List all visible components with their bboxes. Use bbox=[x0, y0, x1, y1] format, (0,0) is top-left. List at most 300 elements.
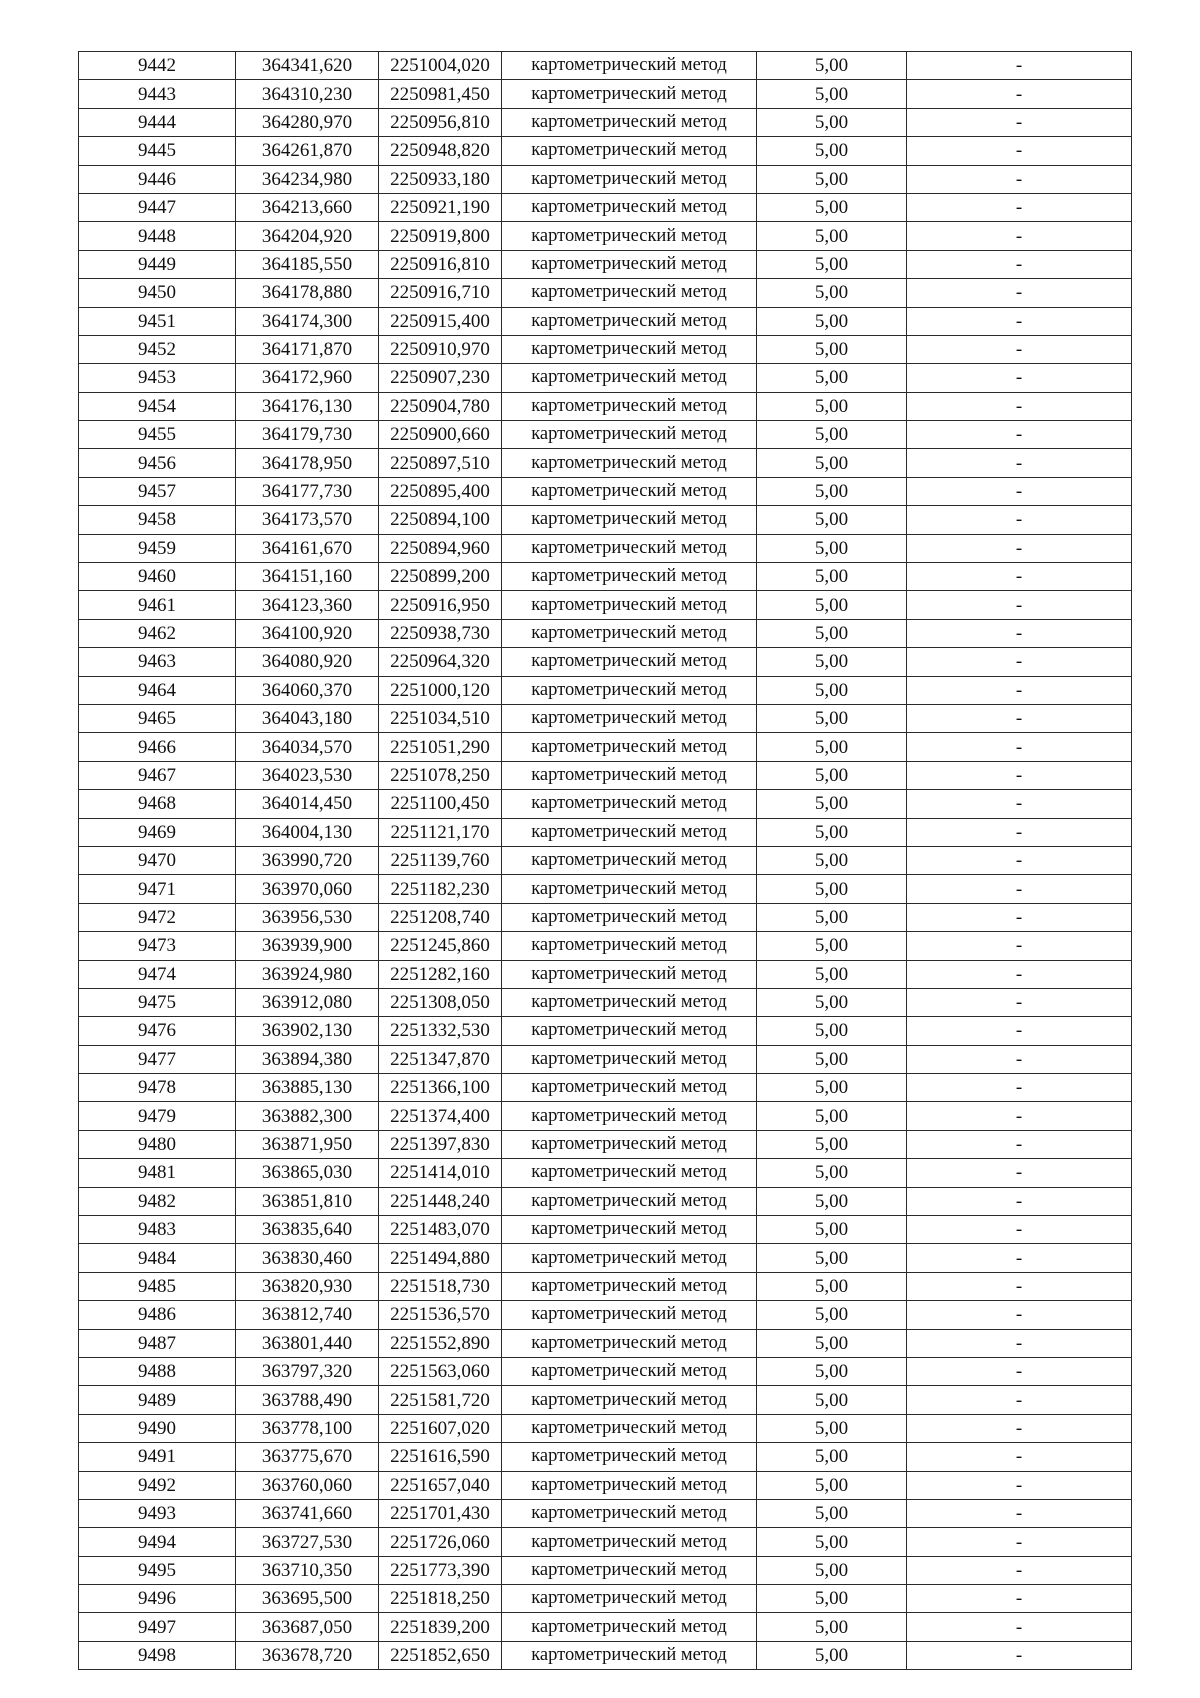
point-number-cell: 9478 bbox=[79, 1074, 236, 1102]
method-cell: картометрический метод bbox=[502, 1045, 757, 1073]
table-row bbox=[79, 421, 1132, 449]
y-coordinate-cell: 2251332,530 bbox=[379, 1017, 502, 1045]
note-cell: - bbox=[907, 960, 1132, 988]
method-cell: картометрический метод bbox=[502, 733, 757, 761]
precision-cell: 5,00 bbox=[757, 1641, 907, 1669]
method-cell: картометрический метод bbox=[502, 421, 757, 449]
x-coordinate-cell: 364174,300 bbox=[236, 307, 379, 335]
table-row bbox=[79, 1443, 1132, 1471]
precision-cell: 5,00 bbox=[757, 421, 907, 449]
point-number-cell: 9473 bbox=[79, 932, 236, 960]
table-row bbox=[79, 1471, 1132, 1499]
x-coordinate-cell: 363939,900 bbox=[236, 932, 379, 960]
y-coordinate-cell: 2250900,660 bbox=[379, 421, 502, 449]
point-number-cell: 9451 bbox=[79, 307, 236, 335]
precision-cell: 5,00 bbox=[757, 846, 907, 874]
x-coordinate-cell: 364123,360 bbox=[236, 591, 379, 619]
precision-cell: 5,00 bbox=[757, 1017, 907, 1045]
method-cell: картометрический метод bbox=[502, 1443, 757, 1471]
y-coordinate-cell: 2250948,820 bbox=[379, 137, 502, 165]
point-number-cell: 9457 bbox=[79, 477, 236, 505]
note-cell: - bbox=[907, 563, 1132, 591]
y-coordinate-cell: 2251701,430 bbox=[379, 1499, 502, 1527]
point-number-cell: 9464 bbox=[79, 676, 236, 704]
note-cell: - bbox=[907, 1556, 1132, 1584]
method-cell: картометрический метод bbox=[502, 988, 757, 1016]
note-cell: - bbox=[907, 1130, 1132, 1158]
point-number-cell: 9493 bbox=[79, 1499, 236, 1527]
precision-cell: 5,00 bbox=[757, 591, 907, 619]
y-coordinate-cell: 2250904,780 bbox=[379, 392, 502, 420]
method-cell: картометрический метод bbox=[502, 1386, 757, 1414]
point-number-cell: 9467 bbox=[79, 761, 236, 789]
y-coordinate-cell: 2250910,970 bbox=[379, 335, 502, 363]
method-cell: картометрический метод bbox=[502, 392, 757, 420]
y-coordinate-cell: 2251051,290 bbox=[379, 733, 502, 761]
table-row bbox=[79, 392, 1132, 420]
precision-cell: 5,00 bbox=[757, 1216, 907, 1244]
precision-cell: 5,00 bbox=[757, 80, 907, 108]
y-coordinate-cell: 2251366,100 bbox=[379, 1074, 502, 1102]
method-cell: картометрический метод bbox=[502, 1556, 757, 1584]
method-cell: картометрический метод bbox=[502, 1244, 757, 1272]
method-cell: картометрический метод bbox=[502, 875, 757, 903]
precision-cell: 5,00 bbox=[757, 506, 907, 534]
y-coordinate-cell: 2250938,730 bbox=[379, 619, 502, 647]
y-coordinate-cell: 2250894,960 bbox=[379, 534, 502, 562]
point-number-cell: 9498 bbox=[79, 1641, 236, 1669]
note-cell: - bbox=[907, 648, 1132, 676]
x-coordinate-cell: 363687,050 bbox=[236, 1613, 379, 1641]
precision-cell: 5,00 bbox=[757, 988, 907, 1016]
table-row bbox=[79, 250, 1132, 278]
note-cell: - bbox=[907, 534, 1132, 562]
note-cell: - bbox=[907, 1187, 1132, 1215]
x-coordinate-cell: 364060,370 bbox=[236, 676, 379, 704]
precision-cell: 5,00 bbox=[757, 932, 907, 960]
point-number-cell: 9459 bbox=[79, 534, 236, 562]
x-coordinate-cell: 364179,730 bbox=[236, 421, 379, 449]
precision-cell: 5,00 bbox=[757, 648, 907, 676]
y-coordinate-cell: 2251182,230 bbox=[379, 875, 502, 903]
y-coordinate-cell: 2251494,880 bbox=[379, 1244, 502, 1272]
x-coordinate-cell: 364341,620 bbox=[236, 52, 379, 80]
method-cell: картометрический метод bbox=[502, 1471, 757, 1499]
table-row bbox=[79, 875, 1132, 903]
y-coordinate-cell: 2251518,730 bbox=[379, 1272, 502, 1300]
method-cell: картометрический метод bbox=[502, 1641, 757, 1669]
method-cell: картометрический метод bbox=[502, 1272, 757, 1300]
point-number-cell: 9446 bbox=[79, 165, 236, 193]
table-row bbox=[79, 364, 1132, 392]
note-cell: - bbox=[907, 165, 1132, 193]
point-number-cell: 9485 bbox=[79, 1272, 236, 1300]
y-coordinate-cell: 2251414,010 bbox=[379, 1159, 502, 1187]
method-cell: картометрический метод bbox=[502, 1329, 757, 1357]
y-coordinate-cell: 2250895,400 bbox=[379, 477, 502, 505]
y-coordinate-cell: 2251607,020 bbox=[379, 1414, 502, 1442]
coordinates-table bbox=[78, 51, 1132, 1670]
note-cell: - bbox=[907, 335, 1132, 363]
method-cell: картометрический метод bbox=[502, 648, 757, 676]
precision-cell: 5,00 bbox=[757, 733, 907, 761]
y-coordinate-cell: 2251839,200 bbox=[379, 1613, 502, 1641]
table-row bbox=[79, 591, 1132, 619]
precision-cell: 5,00 bbox=[757, 1301, 907, 1329]
note-cell: - bbox=[907, 506, 1132, 534]
point-number-cell: 9450 bbox=[79, 279, 236, 307]
method-cell: картометрический метод bbox=[502, 704, 757, 732]
precision-cell: 5,00 bbox=[757, 1130, 907, 1158]
table-row bbox=[79, 1130, 1132, 1158]
x-coordinate-cell: 364034,570 bbox=[236, 733, 379, 761]
method-cell: картометрический метод bbox=[502, 506, 757, 534]
precision-cell: 5,00 bbox=[757, 790, 907, 818]
y-coordinate-cell: 2251726,060 bbox=[379, 1528, 502, 1556]
note-cell: - bbox=[907, 1329, 1132, 1357]
table-row bbox=[79, 506, 1132, 534]
note-cell: - bbox=[907, 1301, 1132, 1329]
y-coordinate-cell: 2251657,040 bbox=[379, 1471, 502, 1499]
table-row bbox=[79, 534, 1132, 562]
note-cell: - bbox=[907, 1102, 1132, 1130]
precision-cell: 5,00 bbox=[757, 761, 907, 789]
precision-cell: 5,00 bbox=[757, 1272, 907, 1300]
table-row bbox=[79, 563, 1132, 591]
table-row bbox=[79, 704, 1132, 732]
point-number-cell: 9491 bbox=[79, 1443, 236, 1471]
y-coordinate-cell: 2251563,060 bbox=[379, 1357, 502, 1385]
y-coordinate-cell: 2250956,810 bbox=[379, 108, 502, 136]
y-coordinate-cell: 2251397,830 bbox=[379, 1130, 502, 1158]
y-coordinate-cell: 2251773,390 bbox=[379, 1556, 502, 1584]
x-coordinate-cell: 364178,880 bbox=[236, 279, 379, 307]
precision-cell: 5,00 bbox=[757, 364, 907, 392]
table-row bbox=[79, 335, 1132, 363]
precision-cell: 5,00 bbox=[757, 1556, 907, 1584]
point-number-cell: 9449 bbox=[79, 250, 236, 278]
table-row bbox=[79, 1244, 1132, 1272]
method-cell: картометрический метод bbox=[502, 1613, 757, 1641]
method-cell: картометрический метод bbox=[502, 477, 757, 505]
precision-cell: 5,00 bbox=[757, 1074, 907, 1102]
x-coordinate-cell: 364204,920 bbox=[236, 222, 379, 250]
table-row bbox=[79, 1556, 1132, 1584]
precision-cell: 5,00 bbox=[757, 108, 907, 136]
precision-cell: 5,00 bbox=[757, 619, 907, 647]
y-coordinate-cell: 2250894,100 bbox=[379, 506, 502, 534]
method-cell: картометрический метод bbox=[502, 1301, 757, 1329]
table-row bbox=[79, 1159, 1132, 1187]
y-coordinate-cell: 2251121,170 bbox=[379, 818, 502, 846]
note-cell: - bbox=[907, 591, 1132, 619]
note-cell: - bbox=[907, 421, 1132, 449]
point-number-cell: 9488 bbox=[79, 1357, 236, 1385]
note-cell: - bbox=[907, 1613, 1132, 1641]
table-row bbox=[79, 108, 1132, 136]
x-coordinate-cell: 364161,670 bbox=[236, 534, 379, 562]
table-row bbox=[79, 761, 1132, 789]
point-number-cell: 9463 bbox=[79, 648, 236, 676]
y-coordinate-cell: 2250897,510 bbox=[379, 449, 502, 477]
method-cell: картометрический метод bbox=[502, 818, 757, 846]
note-cell: - bbox=[907, 1386, 1132, 1414]
x-coordinate-cell: 363801,440 bbox=[236, 1329, 379, 1357]
note-cell: - bbox=[907, 704, 1132, 732]
table-row bbox=[79, 449, 1132, 477]
precision-cell: 5,00 bbox=[757, 1159, 907, 1187]
point-number-cell: 9481 bbox=[79, 1159, 236, 1187]
precision-cell: 5,00 bbox=[757, 137, 907, 165]
table-row bbox=[79, 193, 1132, 221]
table-row bbox=[79, 1357, 1132, 1385]
method-cell: картометрический метод bbox=[502, 790, 757, 818]
table-row bbox=[79, 1528, 1132, 1556]
table-row bbox=[79, 619, 1132, 647]
point-number-cell: 9490 bbox=[79, 1414, 236, 1442]
table-row bbox=[79, 137, 1132, 165]
precision-cell: 5,00 bbox=[757, 165, 907, 193]
y-coordinate-cell: 2250964,320 bbox=[379, 648, 502, 676]
method-cell: картометрический метод bbox=[502, 1499, 757, 1527]
method-cell: картометрический метод bbox=[502, 307, 757, 335]
method-cell: картометрический метод bbox=[502, 1017, 757, 1045]
point-number-cell: 9455 bbox=[79, 421, 236, 449]
method-cell: картометрический метод bbox=[502, 250, 757, 278]
method-cell: картометрический метод bbox=[502, 1159, 757, 1187]
x-coordinate-cell: 364310,230 bbox=[236, 80, 379, 108]
point-number-cell: 9458 bbox=[79, 506, 236, 534]
x-coordinate-cell: 364261,870 bbox=[236, 137, 379, 165]
method-cell: картометрический метод bbox=[502, 761, 757, 789]
precision-cell: 5,00 bbox=[757, 250, 907, 278]
y-coordinate-cell: 2250915,400 bbox=[379, 307, 502, 335]
method-cell: картометрический метод bbox=[502, 364, 757, 392]
table-row bbox=[79, 1386, 1132, 1414]
table-row bbox=[79, 1414, 1132, 1442]
method-cell: картометрический метод bbox=[502, 534, 757, 562]
x-coordinate-cell: 363820,930 bbox=[236, 1272, 379, 1300]
table-row bbox=[79, 52, 1132, 80]
table-row bbox=[79, 1074, 1132, 1102]
y-coordinate-cell: 2251208,740 bbox=[379, 903, 502, 931]
precision-cell: 5,00 bbox=[757, 1386, 907, 1414]
y-coordinate-cell: 2251282,160 bbox=[379, 960, 502, 988]
y-coordinate-cell: 2251852,650 bbox=[379, 1641, 502, 1669]
table-row bbox=[79, 818, 1132, 846]
precision-cell: 5,00 bbox=[757, 1045, 907, 1073]
note-cell: - bbox=[907, 108, 1132, 136]
table-row bbox=[79, 1329, 1132, 1357]
x-coordinate-cell: 364185,550 bbox=[236, 250, 379, 278]
precision-cell: 5,00 bbox=[757, 534, 907, 562]
table-row bbox=[79, 1272, 1132, 1300]
precision-cell: 5,00 bbox=[757, 1585, 907, 1613]
precision-cell: 5,00 bbox=[757, 1187, 907, 1215]
note-cell: - bbox=[907, 1074, 1132, 1102]
note-cell: - bbox=[907, 761, 1132, 789]
point-number-cell: 9482 bbox=[79, 1187, 236, 1215]
x-coordinate-cell: 364172,960 bbox=[236, 364, 379, 392]
method-cell: картометрический метод bbox=[502, 279, 757, 307]
note-cell: - bbox=[907, 1216, 1132, 1244]
method-cell: картометрический метод bbox=[502, 335, 757, 363]
note-cell: - bbox=[907, 1017, 1132, 1045]
table-row bbox=[79, 790, 1132, 818]
method-cell: картометрический метод bbox=[502, 1357, 757, 1385]
point-number-cell: 9447 bbox=[79, 193, 236, 221]
note-cell: - bbox=[907, 1641, 1132, 1669]
y-coordinate-cell: 2251308,050 bbox=[379, 988, 502, 1016]
point-number-cell: 9456 bbox=[79, 449, 236, 477]
point-number-cell: 9486 bbox=[79, 1301, 236, 1329]
precision-cell: 5,00 bbox=[757, 960, 907, 988]
table-row bbox=[79, 1499, 1132, 1527]
note-cell: - bbox=[907, 1357, 1132, 1385]
point-number-cell: 9460 bbox=[79, 563, 236, 591]
precision-cell: 5,00 bbox=[757, 307, 907, 335]
x-coordinate-cell: 363882,300 bbox=[236, 1102, 379, 1130]
method-cell: картометрический метод bbox=[502, 676, 757, 704]
y-coordinate-cell: 2251818,250 bbox=[379, 1585, 502, 1613]
precision-cell: 5,00 bbox=[757, 1357, 907, 1385]
method-cell: картометрический метод bbox=[502, 80, 757, 108]
note-cell: - bbox=[907, 1045, 1132, 1073]
point-number-cell: 9484 bbox=[79, 1244, 236, 1272]
table-row bbox=[79, 477, 1132, 505]
note-cell: - bbox=[907, 1585, 1132, 1613]
y-coordinate-cell: 2250981,450 bbox=[379, 80, 502, 108]
note-cell: - bbox=[907, 818, 1132, 846]
note-cell: - bbox=[907, 790, 1132, 818]
method-cell: картометрический метод bbox=[502, 1130, 757, 1158]
x-coordinate-cell: 364173,570 bbox=[236, 506, 379, 534]
point-number-cell: 9442 bbox=[79, 52, 236, 80]
point-number-cell: 9444 bbox=[79, 108, 236, 136]
table-row bbox=[79, 733, 1132, 761]
y-coordinate-cell: 2251347,870 bbox=[379, 1045, 502, 1073]
precision-cell: 5,00 bbox=[757, 1471, 907, 1499]
y-coordinate-cell: 2251245,860 bbox=[379, 932, 502, 960]
point-number-cell: 9475 bbox=[79, 988, 236, 1016]
table-row bbox=[79, 676, 1132, 704]
x-coordinate-cell: 364151,160 bbox=[236, 563, 379, 591]
y-coordinate-cell: 2251374,400 bbox=[379, 1102, 502, 1130]
note-cell: - bbox=[907, 137, 1132, 165]
note-cell: - bbox=[907, 279, 1132, 307]
y-coordinate-cell: 2250916,810 bbox=[379, 250, 502, 278]
y-coordinate-cell: 2250907,230 bbox=[379, 364, 502, 392]
y-coordinate-cell: 2251034,510 bbox=[379, 704, 502, 732]
x-coordinate-cell: 363830,460 bbox=[236, 1244, 379, 1272]
x-coordinate-cell: 364004,130 bbox=[236, 818, 379, 846]
x-coordinate-cell: 364080,920 bbox=[236, 648, 379, 676]
y-coordinate-cell: 2251616,590 bbox=[379, 1443, 502, 1471]
note-cell: - bbox=[907, 250, 1132, 278]
x-coordinate-cell: 364176,130 bbox=[236, 392, 379, 420]
table-row bbox=[79, 1045, 1132, 1073]
x-coordinate-cell: 363871,950 bbox=[236, 1130, 379, 1158]
x-coordinate-cell: 363778,100 bbox=[236, 1414, 379, 1442]
x-coordinate-cell: 363902,130 bbox=[236, 1017, 379, 1045]
x-coordinate-cell: 363678,720 bbox=[236, 1641, 379, 1669]
x-coordinate-cell: 364100,920 bbox=[236, 619, 379, 647]
precision-cell: 5,00 bbox=[757, 903, 907, 931]
y-coordinate-cell: 2251483,070 bbox=[379, 1216, 502, 1244]
precision-cell: 5,00 bbox=[757, 875, 907, 903]
note-cell: - bbox=[907, 619, 1132, 647]
table-row bbox=[79, 279, 1132, 307]
y-coordinate-cell: 2251581,720 bbox=[379, 1386, 502, 1414]
note-cell: - bbox=[907, 846, 1132, 874]
x-coordinate-cell: 364280,970 bbox=[236, 108, 379, 136]
point-number-cell: 9492 bbox=[79, 1471, 236, 1499]
method-cell: картометрический метод bbox=[502, 932, 757, 960]
point-number-cell: 9443 bbox=[79, 80, 236, 108]
table-row bbox=[79, 1187, 1132, 1215]
point-number-cell: 9469 bbox=[79, 818, 236, 846]
table-row bbox=[79, 903, 1132, 931]
point-number-cell: 9480 bbox=[79, 1130, 236, 1158]
note-cell: - bbox=[907, 1244, 1132, 1272]
point-number-cell: 9468 bbox=[79, 790, 236, 818]
table-row bbox=[79, 648, 1132, 676]
method-cell: картометрический метод bbox=[502, 1528, 757, 1556]
table-row bbox=[79, 932, 1132, 960]
precision-cell: 5,00 bbox=[757, 1499, 907, 1527]
method-cell: картометрический метод bbox=[502, 1216, 757, 1244]
method-cell: картометрический метод bbox=[502, 1585, 757, 1613]
precision-cell: 5,00 bbox=[757, 193, 907, 221]
note-cell: - bbox=[907, 222, 1132, 250]
table-row bbox=[79, 1102, 1132, 1130]
document-page bbox=[78, 51, 1131, 1670]
point-number-cell: 9461 bbox=[79, 591, 236, 619]
point-number-cell: 9497 bbox=[79, 1613, 236, 1641]
precision-cell: 5,00 bbox=[757, 1102, 907, 1130]
precision-cell: 5,00 bbox=[757, 704, 907, 732]
x-coordinate-cell: 363970,060 bbox=[236, 875, 379, 903]
precision-cell: 5,00 bbox=[757, 1414, 907, 1442]
method-cell: картометрический метод bbox=[502, 619, 757, 647]
method-cell: картометрический метод bbox=[502, 165, 757, 193]
x-coordinate-cell: 364177,730 bbox=[236, 477, 379, 505]
note-cell: - bbox=[907, 477, 1132, 505]
point-number-cell: 9448 bbox=[79, 222, 236, 250]
table-row bbox=[79, 165, 1132, 193]
note-cell: - bbox=[907, 988, 1132, 1016]
note-cell: - bbox=[907, 1528, 1132, 1556]
table-row bbox=[79, 1585, 1132, 1613]
note-cell: - bbox=[907, 307, 1132, 335]
coordinates-table-body bbox=[79, 52, 1132, 1670]
method-cell: картометрический метод bbox=[502, 591, 757, 619]
x-coordinate-cell: 363710,350 bbox=[236, 1556, 379, 1584]
table-row bbox=[79, 1216, 1132, 1244]
point-number-cell: 9465 bbox=[79, 704, 236, 732]
note-cell: - bbox=[907, 1159, 1132, 1187]
table-row bbox=[79, 960, 1132, 988]
note-cell: - bbox=[907, 903, 1132, 931]
y-coordinate-cell: 2251448,240 bbox=[379, 1187, 502, 1215]
method-cell: картометрический метод bbox=[502, 108, 757, 136]
precision-cell: 5,00 bbox=[757, 392, 907, 420]
precision-cell: 5,00 bbox=[757, 676, 907, 704]
precision-cell: 5,00 bbox=[757, 1528, 907, 1556]
method-cell: картометрический метод bbox=[502, 960, 757, 988]
precision-cell: 5,00 bbox=[757, 449, 907, 477]
note-cell: - bbox=[907, 364, 1132, 392]
